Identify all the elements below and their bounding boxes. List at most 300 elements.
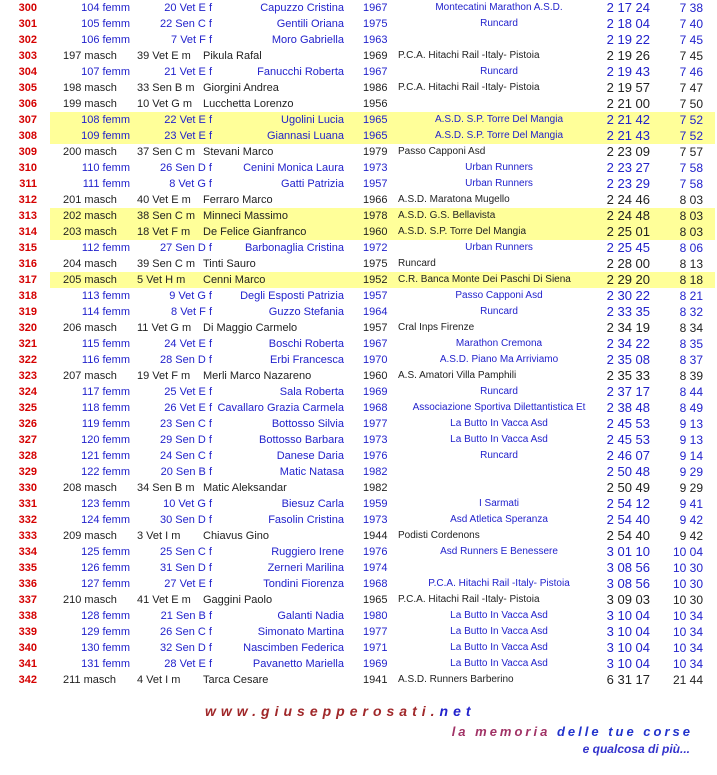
year-cell: 1978: [363, 210, 388, 222]
year-cell: 1957: [363, 290, 388, 302]
pace-cell: 8 13: [679, 257, 703, 271]
category-position-cell: 207 masch: [63, 370, 117, 382]
time-cell: 3 10 04: [606, 624, 650, 639]
category-cell: 38 Sen C m: [137, 210, 196, 222]
team-cell: P.C.A. Hitachi Rail -Italy- Pistoia: [398, 594, 540, 605]
pace-cell: 9 42: [679, 529, 703, 543]
time-cell: 2 24 48: [606, 208, 650, 223]
table-row: [0, 192, 717, 208]
name-cell: Ferraro Marco: [203, 194, 273, 206]
name-cell: Sala Roberta: [279, 386, 344, 398]
category-cell: 34 Sen B m: [137, 482, 195, 494]
pace-cell: 10 30: [672, 593, 703, 607]
category-cell: 24 Vet E f: [164, 338, 212, 350]
tagline-memoria: [0, 724, 717, 739]
position-cell: 317: [18, 274, 37, 286]
table-row: [0, 0, 717, 16]
table-row: [0, 288, 717, 304]
category-position-cell: 206 masch: [63, 322, 117, 334]
name-cell: Cenni Marco: [203, 274, 266, 286]
year-cell: 1967: [363, 338, 388, 350]
position-cell: 315: [18, 242, 37, 254]
table-row: [0, 448, 717, 464]
category-cell: 8 Vet F f: [171, 306, 212, 318]
pace-cell: 8 06: [679, 241, 703, 255]
name-cell: Simonato Martina: [257, 626, 344, 638]
pace-cell: 7 50: [679, 97, 703, 111]
pace-cell: 10 30: [672, 561, 703, 575]
position-cell: 309: [18, 146, 37, 158]
table-row: [0, 144, 717, 160]
pace-cell: 7 52: [679, 113, 703, 127]
pace-cell: 10 30: [672, 577, 703, 591]
team-cell: Urban Runners: [465, 242, 533, 253]
position-cell: 312: [18, 194, 37, 206]
position-cell: 322: [18, 354, 37, 366]
category-cell: 27 Sen D f: [160, 242, 212, 254]
category-position-cell: 202 masch: [63, 210, 117, 222]
time-cell: 2 54 40: [606, 512, 650, 527]
category-position-cell: 115 femm: [81, 338, 130, 350]
pace-cell: 10 34: [672, 609, 703, 623]
table-row: [0, 272, 717, 288]
table-row: [0, 208, 717, 224]
year-cell: 1968: [363, 578, 388, 590]
position-cell: 318: [18, 290, 37, 302]
team-cell: Podisti Cordenons: [398, 530, 480, 541]
website-link[interactable]: [205, 703, 717, 719]
position-cell: 340: [18, 642, 37, 654]
pace-cell: 10 04: [672, 545, 703, 559]
time-cell: 2 46 07: [606, 448, 650, 463]
category-position-cell: 118 femm: [81, 402, 130, 414]
category-position-cell: 203 masch: [63, 226, 117, 238]
name-cell: Tarca Cesare: [203, 674, 269, 686]
team-cell: A.S.D. S.P. Torre Del Mangia: [434, 130, 564, 141]
team-cell: A.S.D. S.P. Torre Del Mangia: [434, 114, 564, 125]
table-row: [0, 480, 717, 496]
name-cell: Giorgini Andrea: [203, 82, 279, 94]
time-cell: 2 23 27: [606, 160, 650, 175]
year-cell: 1970: [363, 354, 388, 366]
category-cell: 4 Vet I m: [137, 674, 181, 686]
team-cell: C.R. Banca Monte Dei Paschi Di Siena: [398, 274, 571, 285]
year-cell: 1957: [363, 322, 388, 334]
time-cell: 3 08 56: [606, 576, 650, 591]
category-position-cell: 120 femm: [81, 434, 130, 446]
name-cell: Bottosso Barbara: [259, 434, 344, 446]
position-cell: 339: [18, 626, 37, 638]
pace-cell: 9 13: [679, 433, 703, 447]
team-cell: Asd Atletica Speranza: [450, 514, 548, 525]
name-cell: Bottosso Silvia: [271, 418, 344, 430]
table-row: [0, 336, 717, 352]
category-position-cell: 127 femm: [81, 578, 130, 590]
pace-cell: 7 45: [679, 49, 703, 63]
category-cell: 18 Vet F m: [137, 226, 191, 238]
time-cell: 3 01 10: [606, 544, 650, 559]
pace-cell: 7 40: [679, 17, 703, 31]
year-cell: 1959: [363, 498, 388, 510]
category-cell: 39 Vet E m: [137, 50, 191, 62]
table-row: [0, 528, 717, 544]
category-position-cell: 110 femm: [81, 162, 130, 174]
position-cell: 333: [18, 530, 37, 542]
table-row: [0, 624, 717, 640]
category-cell: 11 Vet G m: [137, 322, 192, 334]
category-cell: 32 Sen D f: [160, 642, 212, 654]
year-cell: 1977: [363, 418, 388, 430]
time-cell: 2 18 04: [606, 16, 650, 31]
time-cell: 2 37 17: [606, 384, 650, 399]
pace-cell: 10 34: [672, 641, 703, 655]
category-position-cell: 113 femm: [81, 290, 130, 302]
time-cell: 3 09 03: [606, 592, 650, 607]
pace-cell: 8 21: [679, 289, 703, 303]
team-cell: Runcard: [398, 258, 436, 269]
position-cell: 305: [18, 82, 37, 94]
category-position-cell: 123 femm: [81, 498, 130, 510]
category-position-cell: 210 masch: [63, 594, 117, 606]
category-position-cell: 104 femm: [81, 2, 130, 14]
table-row: [0, 224, 717, 240]
name-cell: Gatti Patrizia: [281, 178, 344, 190]
category-position-cell: 131 femm: [81, 658, 130, 670]
category-position-cell: 204 masch: [63, 258, 117, 270]
name-cell: Boschi Roberta: [268, 338, 344, 350]
team-cell: La Butto In Vacca Asd: [450, 610, 548, 621]
pace-cell: 7 58: [679, 161, 703, 175]
pace-cell: 8 37: [679, 353, 703, 367]
category-cell: 26 Sen C f: [160, 626, 212, 638]
team-cell: La Butto In Vacca Asd: [450, 658, 548, 669]
category-cell: 10 Vet G m: [137, 98, 193, 110]
position-cell: 331: [18, 498, 37, 510]
time-cell: 2 25 01: [606, 224, 650, 239]
table-row: [0, 576, 717, 592]
category-cell: 24 Sen C f: [160, 450, 212, 462]
name-cell: Tinti Sauro: [203, 258, 256, 270]
category-cell: 10 Vet G f: [163, 498, 212, 510]
year-cell: 1971: [363, 642, 388, 654]
team-cell: Runcard: [480, 66, 518, 77]
time-cell: 2 54 12: [606, 496, 650, 511]
category-cell: 21 Sen B f: [160, 610, 212, 622]
table-row: [0, 544, 717, 560]
table-row: [0, 96, 717, 112]
year-cell: 1967: [363, 2, 388, 14]
position-cell: 316: [18, 258, 37, 270]
category-cell: 22 Vet E f: [164, 114, 212, 126]
team-cell: Runcard: [480, 18, 518, 29]
time-cell: 2 25 45: [606, 240, 650, 255]
category-cell: 26 Vet E f: [164, 402, 212, 414]
category-cell: 7 Vet F f: [171, 34, 212, 46]
team-cell: Montecatini Marathon A.S.D.: [435, 2, 563, 13]
position-cell: 342: [18, 674, 37, 686]
name-cell: Galanti Nadia: [277, 610, 344, 622]
table-row: [0, 304, 717, 320]
table-row: [0, 128, 717, 144]
category-cell: 30 Sen D f: [160, 514, 212, 526]
year-cell: 1976: [363, 450, 388, 462]
category-cell: 41 Vet E m: [137, 594, 191, 606]
category-position-cell: 200 masch: [63, 146, 117, 158]
category-cell: 28 Vet E f: [164, 658, 212, 670]
year-cell: 1960: [363, 370, 388, 382]
position-cell: 336: [18, 578, 37, 590]
time-cell: 2 19 26: [606, 48, 650, 63]
time-cell: 3 10 04: [606, 656, 650, 671]
pace-cell: 8 03: [679, 193, 703, 207]
team-cell: Marathon Cremona: [455, 338, 543, 349]
year-cell: 1980: [363, 610, 388, 622]
category-cell: 5 Vet H m: [137, 274, 186, 286]
pace-cell: 8 35: [679, 337, 703, 351]
team-cell: [398, 32, 600, 48]
team-cell: Cral Inps Firenze: [398, 322, 475, 333]
category-cell: 3 Vet I m: [137, 530, 181, 542]
table-row: [0, 112, 717, 128]
name-cell: Chiavus Gino: [203, 530, 270, 542]
table-row: [0, 80, 717, 96]
category-cell: 40 Vet E m: [137, 194, 191, 206]
category-cell: 19 Vet F m: [137, 370, 191, 382]
category-position-cell: 122 femm: [81, 466, 130, 478]
tagline-memoria-red: la memoria: [451, 724, 557, 739]
category-position-cell: 107 femm: [81, 66, 130, 78]
tagline-memoria-blue: delle tue corse: [556, 724, 693, 739]
website-link-main: www.giusepperosati.: [205, 703, 440, 719]
time-cell: 2 17 24: [606, 0, 650, 15]
pace-cell: 7 57: [679, 145, 703, 159]
category-position-cell: 197 masch: [63, 50, 117, 62]
position-cell: 314: [18, 226, 37, 238]
category-position-cell: 208 masch: [63, 482, 117, 494]
name-cell: De Felice Gianfranco: [203, 226, 307, 238]
table-row: [0, 416, 717, 432]
pace-cell: 8 34: [679, 321, 703, 335]
year-cell: 1968: [363, 402, 388, 414]
name-cell: Gaggini Paolo: [203, 594, 273, 606]
name-cell: Pikula Rafal: [203, 50, 262, 62]
team-cell: Associazione Sportiva Dilettantistica Et: [412, 402, 586, 413]
position-cell: 325: [18, 402, 37, 414]
year-cell: 1974: [363, 562, 388, 574]
team-cell: P.C.A. Hitachi Rail -Italy- Pistoia: [398, 50, 540, 61]
page-footer: [0, 688, 717, 756]
year-cell: 1982: [363, 466, 388, 478]
team-cell: [398, 96, 600, 112]
time-cell: 3 08 56: [606, 560, 650, 575]
team-cell: Urban Runners: [465, 162, 533, 173]
team-cell: [398, 560, 600, 576]
pace-cell: 7 52: [679, 129, 703, 143]
name-cell: Moro Gabriella: [271, 34, 344, 46]
pace-cell: 8 03: [679, 225, 703, 239]
category-cell: 37 Sen C m: [137, 146, 196, 158]
category-position-cell: 124 femm: [81, 514, 130, 526]
year-cell: 1977: [363, 626, 388, 638]
table-row: [0, 176, 717, 192]
pace-cell: 8 18: [679, 273, 703, 287]
year-cell: 1982: [363, 482, 388, 494]
category-position-cell: 108 femm: [81, 114, 130, 126]
position-cell: 306: [18, 98, 37, 110]
tagline-qualcosa: e qualcosa di più...: [582, 742, 690, 756]
time-cell: 2 23 09: [606, 144, 650, 159]
pace-cell: 10 34: [672, 625, 703, 639]
table-row: [0, 240, 717, 256]
table-row: [0, 368, 717, 384]
team-cell: A.S.D. Maratona Mugello: [398, 194, 510, 205]
year-cell: 1941: [363, 674, 388, 686]
time-cell: 2 35 08: [606, 352, 650, 367]
category-cell: 29 Sen D f: [160, 434, 212, 446]
category-position-cell: 130 femm: [81, 642, 130, 654]
category-cell: 39 Sen C m: [137, 258, 196, 270]
pace-cell: 9 29: [679, 481, 703, 495]
position-cell: 327: [18, 434, 37, 446]
table-row: [0, 464, 717, 480]
name-cell: Tondini Fiorenza: [263, 578, 344, 590]
team-cell: [398, 464, 600, 480]
table-row: [0, 640, 717, 656]
table-row: [0, 656, 717, 672]
position-cell: 308: [18, 130, 37, 142]
table-row: [0, 608, 717, 624]
position-cell: 303: [18, 50, 37, 62]
category-position-cell: 125 femm: [81, 546, 130, 558]
time-cell: 6 31 17: [606, 672, 650, 687]
year-cell: 1956: [363, 98, 388, 110]
year-cell: 1976: [363, 546, 388, 558]
name-cell: Lucchetta Lorenzo: [203, 98, 294, 110]
position-cell: 320: [18, 322, 37, 334]
pace-cell: 7 46: [679, 65, 703, 79]
position-cell: 324: [18, 386, 37, 398]
category-position-cell: 129 femm: [81, 626, 130, 638]
name-cell: Merli Marco Nazareno: [203, 370, 312, 382]
table-row: [0, 512, 717, 528]
category-position-cell: 201 masch: [63, 194, 117, 206]
pace-cell: 8 32: [679, 305, 703, 319]
year-cell: 1963: [363, 34, 388, 46]
position-cell: 321: [18, 338, 37, 350]
year-cell: 1952: [363, 274, 388, 286]
year-cell: 1969: [363, 386, 388, 398]
position-cell: 338: [18, 610, 37, 622]
year-cell: 1975: [363, 18, 388, 30]
pace-cell: 8 49: [679, 401, 703, 415]
team-cell: A.S.D. S.P. Torre Del Mangia: [398, 226, 527, 237]
time-cell: 2 33 35: [606, 304, 650, 319]
category-position-cell: 109 femm: [81, 130, 130, 142]
year-cell: 1967: [363, 66, 388, 78]
table-row: [0, 320, 717, 336]
position-cell: 304: [18, 66, 37, 78]
position-cell: 323: [18, 370, 37, 382]
position-cell: 335: [18, 562, 37, 574]
time-cell: 2 50 49: [606, 480, 650, 495]
table-row: [0, 384, 717, 400]
position-cell: 301: [18, 18, 37, 30]
position-cell: 329: [18, 466, 37, 478]
name-cell: Fanucchi Roberta: [257, 66, 344, 78]
year-cell: 1979: [363, 146, 388, 158]
table-row: [0, 672, 717, 688]
table-row: [0, 64, 717, 80]
name-cell: Ruggiero Irene: [271, 546, 344, 558]
team-cell: La Butto In Vacca Asd: [450, 418, 548, 429]
year-cell: 1972: [363, 242, 388, 254]
pace-cell: 9 14: [679, 449, 703, 463]
category-position-cell: 128 femm: [81, 610, 130, 622]
time-cell: 3 10 04: [606, 640, 650, 655]
name-cell: Minneci Massimo: [203, 210, 288, 222]
position-cell: 300: [18, 2, 37, 14]
year-cell: 1960: [363, 226, 388, 238]
position-cell: 319: [18, 306, 37, 318]
name-cell: Guzzo Stefania: [268, 306, 344, 318]
year-cell: 1975: [363, 258, 388, 270]
table-row: [0, 32, 717, 48]
time-cell: 2 23 29: [606, 176, 650, 191]
position-cell: 326: [18, 418, 37, 430]
pace-cell: 8 03: [679, 209, 703, 223]
year-cell: 1969: [363, 50, 388, 62]
pace-cell: 8 44: [679, 385, 703, 399]
team-cell: A.S. Amatori Villa Pamphili: [398, 370, 517, 381]
pace-cell: 8 39: [679, 369, 703, 383]
category-cell: 22 Sen C f: [160, 18, 212, 30]
time-cell: 2 50 48: [606, 464, 650, 479]
team-cell: La Butto In Vacca Asd: [450, 642, 548, 653]
category-position-cell: 117 femm: [81, 386, 130, 398]
year-cell: 1966: [363, 194, 388, 206]
name-cell: Nascimben Federica: [243, 642, 344, 654]
position-cell: 313: [18, 210, 37, 222]
year-cell: 1965: [363, 114, 388, 126]
table-row: [0, 496, 717, 512]
team-cell: I Sarmati: [478, 498, 519, 509]
category-cell: 21 Vet E f: [164, 66, 212, 78]
category-cell: 8 Vet G f: [169, 178, 212, 190]
name-cell: Danese Daria: [276, 450, 344, 462]
pace-cell: 7 38: [679, 1, 703, 15]
team-cell: Asd Runners E Benessere: [440, 546, 558, 557]
team-cell: La Butto In Vacca Asd: [450, 626, 548, 637]
table-row: [0, 256, 717, 272]
category-position-cell: 209 masch: [63, 530, 117, 542]
team-cell: [398, 480, 600, 496]
name-cell: Biesuz Carla: [281, 498, 344, 510]
pace-cell: 9 42: [679, 513, 703, 527]
position-cell: 332: [18, 514, 37, 526]
year-cell: 1973: [363, 514, 388, 526]
time-cell: 2 21 00: [606, 96, 650, 111]
pace-cell: 9 13: [679, 417, 703, 431]
year-cell: 1964: [363, 306, 388, 318]
name-cell: Degli Esposti Patrizia: [240, 290, 344, 302]
time-cell: 3 10 04: [606, 608, 650, 623]
table-row: [0, 48, 717, 64]
year-cell: 1969: [363, 658, 388, 670]
table-row: [0, 432, 717, 448]
time-cell: 2 24 46: [606, 192, 650, 207]
position-cell: 337: [18, 594, 37, 606]
name-cell: Pavanetto Mariella: [252, 658, 344, 670]
